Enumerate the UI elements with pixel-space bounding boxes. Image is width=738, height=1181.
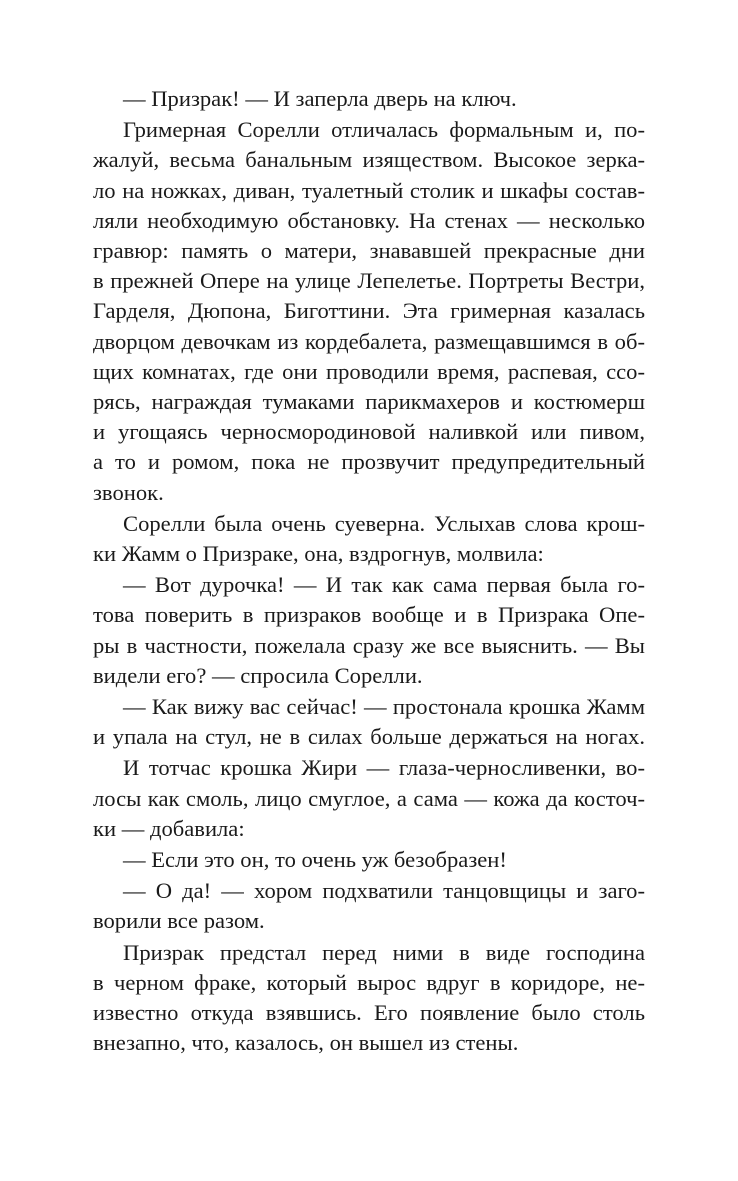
text-line: — О да! — хором подхватили танцовщицы и заго- <box>123 878 645 904</box>
text-line: а то и ромом, пока не прозвучит предупредительный <box>93 449 645 475</box>
paragraph-7 <box>93 845 645 875</box>
text-line: ры в частности, пожелала сразу же все выяснить. — Вы <box>93 632 645 658</box>
text-line: ки — добавила: <box>93 815 245 841</box>
text-line: ляли необходимую обстановку. На стенах — несколько <box>93 207 645 233</box>
text-line: това поверить в призраков вообще и в Призрака Опе- <box>93 602 645 628</box>
text-line: ворили все разом. <box>93 908 265 934</box>
text-line: видели его? — спросила Сорелли. <box>93 662 423 688</box>
text-line: внезапно, что, казалось, он вышел из стены. <box>93 1030 519 1056</box>
text-line: Гримерная Сорелли отличалась формальным и, по- <box>123 117 645 143</box>
book-page <box>93 84 645 1060</box>
paragraph-1 <box>93 84 645 114</box>
text-line: гравюр: память о матери, знававшей прекрасные дни <box>93 238 645 264</box>
text-line: жалуй, весьма банальным изяществом. Высокое зерка- <box>93 147 645 173</box>
text-line: — Как вижу вас сейчас! — простонала крошка Жамм <box>123 694 645 720</box>
text-line: Призрак предстал перед ними в виде господина <box>123 939 645 965</box>
text-line: Сорелли была очень суеверна. Услыхав слова крош- <box>123 510 645 536</box>
text-line: ки Жамм о Призраке, она, вздрогнув, молвила: <box>93 541 544 567</box>
text-line: и угощаясь черносмородиновой наливкой или пивом, <box>93 419 645 445</box>
paragraph-4 <box>93 570 645 691</box>
text-line: лосы как смоль, лицо смуглое, а сама — кожа да косточ- <box>93 785 645 811</box>
text-line: в черном фраке, который вырос вдруг в коридоре, не- <box>93 969 645 995</box>
paragraph-8 <box>93 876 645 936</box>
text-line: Гарделя, Дюпона, Биготтини. Эта гримерная казалась <box>93 298 645 324</box>
text-line: И тотчас крошка Жири — глаза-черносливенки, во- <box>123 755 645 781</box>
text-line: — Призрак! — И заперла дверь на ключ. <box>123 86 517 111</box>
paragraph-5 <box>93 692 645 752</box>
paragraph-6 <box>93 753 645 844</box>
paragraph-3 <box>93 509 645 569</box>
text-line: — Если это он, то очень уж безобразен! <box>123 847 507 873</box>
paragraph-2 <box>93 115 645 508</box>
text-line: — Вот дурочка! — И так как сама первая была го- <box>123 572 645 598</box>
text-line: и упала на стул, не в силах больше держаться на ногах. <box>93 724 645 750</box>
text-line: известно откуда взявшись. Его появление было столь <box>93 1000 645 1026</box>
text-line: щих комнатах, где они проводили время, распевая, ссо- <box>93 358 645 384</box>
text-line: дворцом девочкам из кордебалета, размещавшимся в об- <box>93 328 645 354</box>
text-line: ло на ножках, диван, туалетный столик и шкафы состав- <box>93 177 645 203</box>
text-line: рясь, награждая тумаками парикмахеров и костюмерш <box>93 389 645 415</box>
paragraph-9 <box>93 938 645 1059</box>
text-line: в прежней Опере на улице Лепелетье. Портреты Вестри, <box>93 268 645 294</box>
text-line: звонок. <box>93 479 164 505</box>
